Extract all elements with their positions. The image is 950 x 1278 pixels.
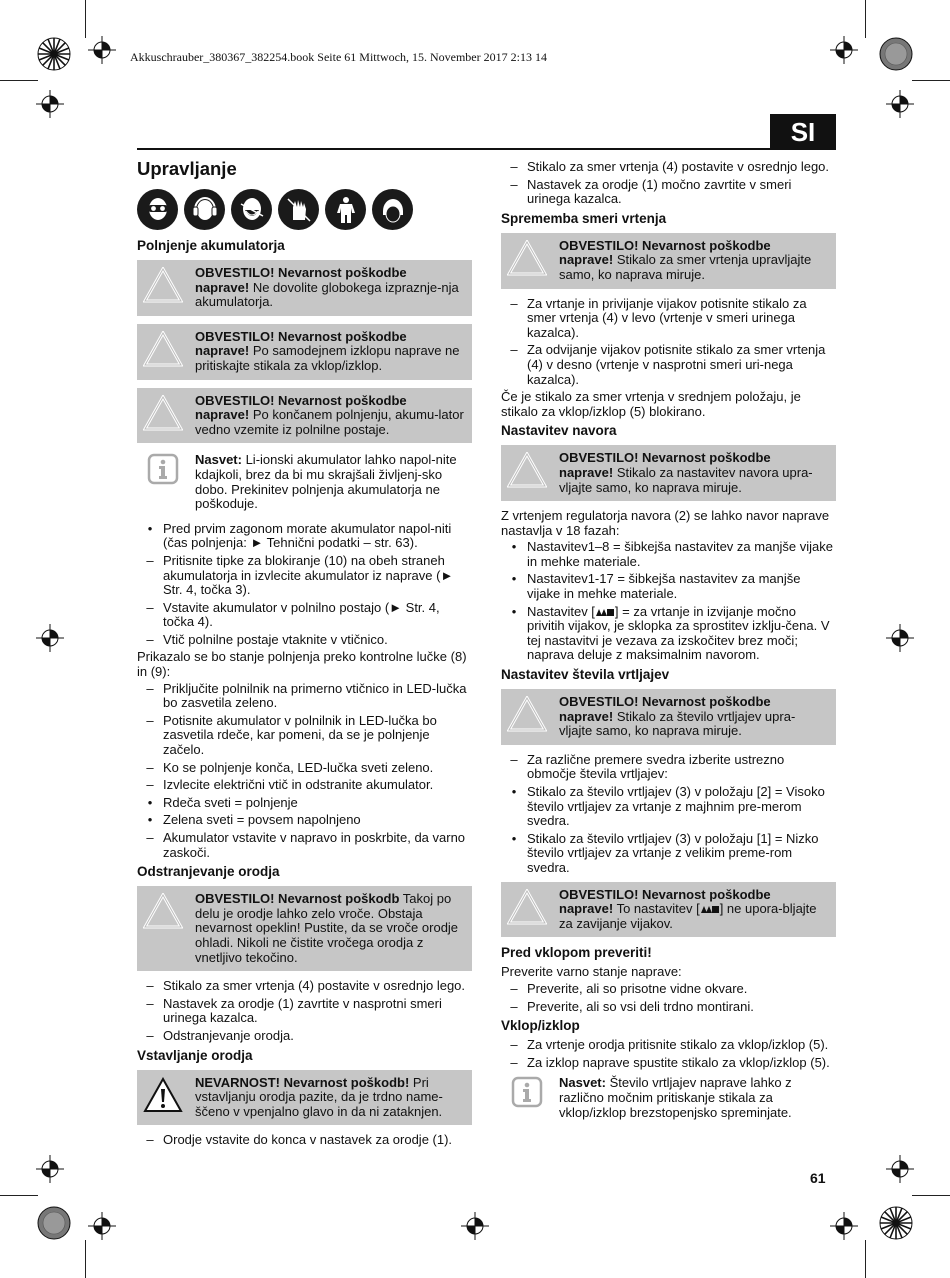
section-heading: Nastavitev števila vrtljajev (501, 667, 670, 683)
paragraph: Preverite varno stanje naprave: (501, 964, 682, 980)
notice-box (501, 233, 836, 289)
drill-setting-icon (700, 904, 720, 914)
notice-title: OBVESTILO! Nevarnost poškodbe naprave! (195, 392, 407, 423)
language-tab: SI (770, 114, 836, 150)
crosshair-registration-mark (886, 90, 914, 118)
ear-protection-icon (184, 189, 225, 230)
crosshair-registration-mark (88, 1212, 116, 1240)
list-item: – Za izklop naprave spustite stikalo za vklop/izklop (5). (510, 1054, 830, 1070)
list (501, 160, 836, 207)
list-item: – Za vrtenje orodja pritisnite stikalo za vklop/izklop (5). (510, 1037, 829, 1053)
list-item: – Za različne premere svedra izberite ustrezno območje števila vrtljajev: (510, 751, 785, 782)
section-heading: Vstavljanje orodja (137, 1047, 253, 1063)
warning-triangle-icon (141, 394, 185, 438)
crop-mark (912, 1195, 950, 1196)
crop-mark (0, 1195, 38, 1196)
list-item: – Pritisnite tipke za blokiranje (10) na obeh straneh akumulatorja in izvlecite akumulator iz naprave (► Str. 4, točka 3). (146, 552, 454, 598)
starburst-registration-mark (36, 36, 72, 72)
crosshair-registration-mark (461, 1212, 489, 1240)
notice-title: OBVESTILO! Nevarnost poškodbe naprave! (559, 450, 771, 480)
book-info-line: Akkuschrauber_380367_382254.book Seite 61 Mittwoch, 15. November 2017 2:13 14 (130, 50, 547, 64)
list-item: – Za vrtanje in privijanje vijakov potisnite stikalo za smer vrtenja (4) v levo (vrtenje v smeri urinega kazalca). (510, 295, 807, 340)
page-number: 61 (810, 1170, 826, 1186)
protective-clothing-icon (325, 189, 366, 230)
list (137, 1133, 472, 1148)
danger-text: Pri vstavljanju orodja pazite, da je trdno name-ščeno v vpenjalno glavo in da ni zataknjen. (195, 1074, 443, 1119)
notice-box (137, 886, 472, 971)
warning-triangle-icon (141, 330, 185, 374)
list-item: – Izvlecite električni vtič in odstranite akumulator. (146, 777, 434, 793)
list-item: – Stikalo za smer vrtenja (4) postavite v osrednjo lego. (510, 159, 830, 174)
list-item: – Za odvijanje vijakov potisnite stikalo za smer vrtenja (4) v desno (vrtenje v nasprotni smeri uri-nega kazalca). (510, 342, 826, 387)
danger-title: NEVARNOST! Nevarnost poškodb! (195, 1074, 410, 1090)
list-item: – Stikalo za smer vrtenja (4) postavite v osrednjo lego. (146, 978, 466, 994)
notice-title: OBVESTILO! Nevarnost poškodbe naprave! (559, 886, 771, 917)
notice-text: Po končanem polnjenju, akumu-lator vedno vzemite iz polnilne postaje. (195, 407, 464, 437)
danger-triangle-icon (141, 1076, 185, 1120)
gray-registration-mark (36, 1205, 72, 1241)
crop-mark (85, 0, 86, 38)
list-item: • Rdeča sveti = polnjenje (147, 794, 298, 810)
notice-box: OBVESTILO! Nevarnost poškodbe naprave! To nastavitev [ ] ne upora-bljajte za zavijanje vijakov. (501, 882, 836, 938)
gloves-icon (278, 189, 319, 230)
crop-mark (865, 1240, 866, 1278)
notice-title: OBVESTILO! Nevarnost poškodbe naprave! (195, 328, 407, 359)
tip-text: Li-ionski akumulator lahko napol-nite kdajkoli, brez da bi mu skrajšali življenj-sko dobo. Prekinitev polnjenja akumulatorja ne poškoduje. (195, 452, 457, 512)
right-column (501, 160, 836, 1130)
notice-text: Po samodejnem izklopu naprave ne pritiskajte stikala za vklop/izklop. (195, 343, 460, 373)
crop-mark (85, 1240, 86, 1278)
danger-box (137, 1070, 472, 1126)
paragraph: Z vrtenjem regulatorja navora (2) se lahko navor naprave nastavlja v 18 fazah: (501, 508, 830, 538)
list-item: – Ko se polnjenje konča, LED-lučka sveti zeleno. (146, 759, 434, 775)
page-title: Upravljanje (137, 158, 237, 179)
tip-text: Število vrtljajev naprave lahko z različno močnim pritiskanje stikala za vklop/izklop brezstopenjsko spreminjate. (559, 1075, 792, 1120)
info-icon (505, 1076, 549, 1120)
notice-text: Stikalo za smer vrtenja upravljajte samo, ko naprava miruje. (559, 252, 812, 282)
tip-title: Nasvet: (195, 452, 242, 468)
hair-protection-icon (372, 189, 413, 230)
tip-title: Nasvet: (559, 1075, 606, 1091)
notice-title: OBVESTILO! Nevarnost poškodbe naprave! (195, 265, 407, 295)
crosshair-registration-mark (886, 624, 914, 652)
crosshair-registration-mark (830, 1212, 858, 1240)
crosshair-registration-mark (36, 1155, 64, 1183)
tip-box (137, 451, 472, 513)
list-item: – Potisnite akumulator v polnilnik in LED-lučka bo zasvetila rdeče, kar pomeni, da se je polnjenje začelo. (146, 712, 437, 758)
ppe-icons (137, 189, 472, 230)
notice-box (137, 388, 472, 444)
crosshair-registration-mark (830, 36, 858, 64)
list (137, 522, 472, 648)
notice-box (137, 324, 472, 380)
list-item: – Priključite polnilnik na primerno vtičnico in LED-lučka bo zasvetila zeleno. (146, 680, 467, 711)
starburst-registration-mark (878, 1205, 914, 1241)
section-heading: Polnjenje akumulatorja (137, 238, 285, 253)
list (501, 753, 836, 876)
drill-setting-icon (595, 607, 615, 617)
list-item: • Nastavitev [ ] = za vrtanje in izvijanje močno privitih vijakov, je sklopka za sprostitev izklju-čena. V tej nastavitvi je vezava za izskočitev brez moči; naprava deluje z maksimalnim navorom. (511, 603, 830, 663)
crop-mark (912, 80, 950, 81)
tip-box (501, 1074, 836, 1122)
paragraph: Prikazalo se bo stanje polnjenja preko kontrolne lučke (8) in (9): (137, 649, 467, 680)
crosshair-registration-mark (88, 36, 116, 64)
list-item: – Preverite, ali so vsi deli trdno montirani. (510, 998, 754, 1014)
safety-goggles-icon (137, 189, 178, 230)
warning-triangle-icon (505, 451, 549, 495)
list (137, 682, 472, 861)
list (501, 297, 836, 388)
list-item: • Stikalo za število vrtljajev (3) v položaju [1] = Nizko število vrtljajev za vrtanje z velikim preme-rom svedra. (511, 830, 819, 875)
list-item: – Vstavite akumulator v polnilno postajo (► Str. 4, točka 4). (146, 599, 440, 630)
list-item: – Nastavek za orodje (1) močno zavrtite v smeri urinega kazalca. (510, 176, 792, 207)
gray-registration-mark (878, 36, 914, 72)
section-heading: Sprememba smeri vrtenja (501, 210, 667, 226)
notice-text: Ne dovolite globokega izpraznje-nja akumulatorja. (195, 279, 459, 310)
paragraph: Če je stikalo za smer vrtenja v srednjem položaju, je stikalo za vklop/izklop (5) blokirano. (501, 389, 801, 419)
warning-triangle-icon (141, 266, 185, 310)
info-icon (141, 453, 185, 511)
section-heading: Odstranjevanje orodja (137, 864, 280, 880)
list-item: • Zelena sveti = povsem napolnjeno (147, 812, 361, 828)
section-heading: Vklop/izklop (501, 1018, 580, 1034)
warning-triangle-icon (505, 888, 549, 932)
warning-triangle-icon (505, 239, 549, 283)
crosshair-registration-mark (36, 90, 64, 118)
crop-mark (0, 80, 38, 81)
crosshair-registration-mark (36, 624, 64, 652)
list (137, 979, 472, 1043)
notice-box (501, 689, 836, 745)
list-item: • Nastavitev1–8 = šibkejša nastavitev za manjše vijake in mehke materiale. (511, 539, 834, 569)
list-item: • Pred prvim zagonom morate akumulator napol-niti (čas polnjenja: ► Tehnični podatki – str. 63). (147, 520, 452, 551)
notice-title: OBVESTILO! Nevarnost poškodb (195, 891, 400, 907)
list-item: – Nastavek za orodje (1) zavrtite v nasprotni smeri urinega kazalca. (146, 995, 442, 1026)
dust-mask-icon (231, 189, 272, 230)
notice-text: Stikalo za število vrtljajev upra-vljajte samo, ko naprava miruje. (559, 708, 796, 739)
notice-text: Stikalo za nastavitev navora upra-vljajte samo, ko naprava miruje. (559, 464, 813, 495)
list (501, 982, 836, 1014)
notice-box (501, 445, 836, 501)
list-item: – Vtič polnilne postaje vtaknite v vtičnico. (146, 631, 388, 647)
list-item: – Preverite, ali so prisotne vidne okvare. (510, 980, 748, 996)
section-heading: Pred vklopom preveriti! (501, 945, 652, 961)
crop-mark (865, 0, 866, 38)
crosshair-registration-mark (886, 1155, 914, 1183)
notice-title: OBVESTILO! Nevarnost poškodbe naprave! (559, 237, 771, 268)
notice-box (137, 260, 472, 316)
list-item: • Stikalo za število vrtljajev (3) v položaju [2] = Visoko število vrtljajev za vrtanje z majhnim pre-merom svedra. (511, 784, 825, 829)
list (501, 540, 836, 663)
notice-text: Takoj po delu je orodje lahko zelo vroče. Obstaja nevarnost opeklin! Pustite, da se vroče orodje ohladi. Nikoli ne čistite vročega orodja z vnetljivo tekočino. (195, 891, 459, 965)
section-heading: Nastavitev navora (501, 423, 617, 439)
warning-triangle-icon (505, 695, 549, 739)
left-column (137, 158, 472, 1151)
notice-title: OBVESTILO! Nevarnost poškodbe naprave! (559, 694, 771, 724)
list-item: – Akumulator vstavite v napravo in poskrbite, da varno zaskoči. (146, 830, 466, 860)
warning-triangle-icon (141, 892, 185, 965)
list-item: • Nastavitev1-17 = šibkejša nastavitev za manjše vijake in mehke materiale. (511, 571, 801, 602)
header-rule (137, 148, 835, 150)
list-item: – Orodje vstavite do konca v nastavek za orodje (1). (146, 1132, 453, 1148)
list-item: – Odstranjevanje orodja. (146, 1027, 294, 1043)
list (501, 1038, 836, 1070)
